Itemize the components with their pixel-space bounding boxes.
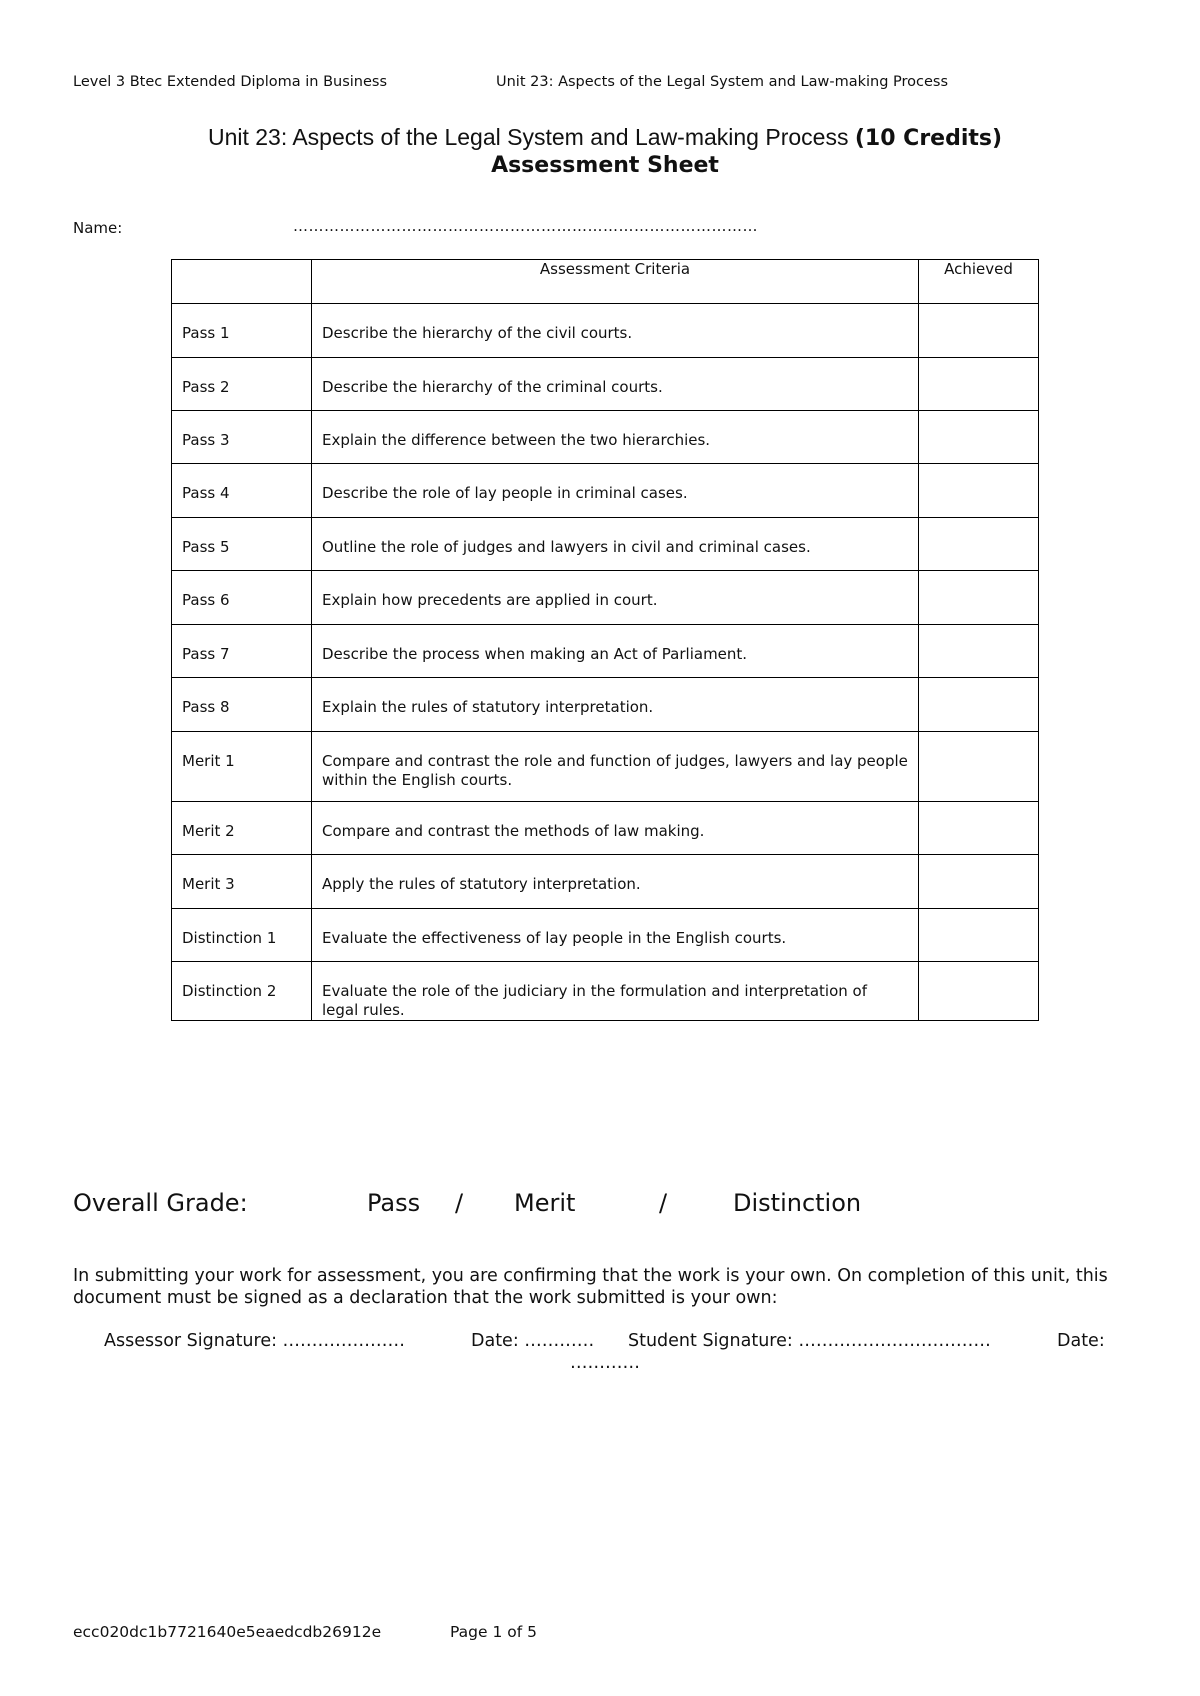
- criteria-level: [172, 909, 312, 962]
- achieved-cell[interactable]: [919, 962, 1039, 1021]
- criteria-description: [312, 909, 919, 962]
- title-credits: (10 Credits): [854, 126, 1003, 151]
- criteria-level-text: Pass 4: [182, 484, 230, 502]
- student-date-field[interactable]: …………: [570, 1353, 640, 1373]
- criteria-level-text: Merit 3: [182, 875, 235, 893]
- criteria-level-text: Pass 7: [182, 645, 230, 663]
- assessor-date-field[interactable]: Date: …………: [471, 1331, 595, 1351]
- header-criteria: Assessment Criteria: [312, 260, 919, 304]
- criteria-row: [172, 802, 1039, 855]
- criteria-level: [172, 358, 312, 411]
- achieved-cell[interactable]: [919, 625, 1039, 678]
- title-main: Unit 23: Aspects of the Legal System and Law-making Process: [207, 124, 849, 150]
- header-left: Level 3 Btec Extended Diploma in Business: [73, 74, 388, 90]
- criteria-level-text: Merit 2: [182, 822, 235, 840]
- achieved-cell[interactable]: [919, 571, 1039, 625]
- page-title: [0, 124, 1200, 151]
- header-achieved: Achieved: [919, 260, 1039, 304]
- criteria-level-text: Distinction 1: [182, 929, 277, 947]
- grade-option-pass[interactable]: Pass: [367, 1189, 421, 1217]
- criteria-description-text: Outline the role of judges and lawyers in civil and criminal cases.: [322, 538, 811, 556]
- criteria-level: [172, 518, 312, 571]
- criteria-level: [172, 802, 312, 855]
- grade-separator: /: [455, 1189, 464, 1217]
- achieved-cell[interactable]: [919, 732, 1039, 802]
- criteria-row: [172, 571, 1039, 625]
- criteria-row: [172, 411, 1039, 464]
- criteria-description: [312, 962, 919, 1021]
- criteria-description: [312, 802, 919, 855]
- criteria-description-text: Describe the role of lay people in criminal cases.: [322, 484, 688, 502]
- page-number: Page 1 of 5: [450, 1623, 537, 1641]
- criteria-level: [172, 855, 312, 909]
- declaration-text: In submitting your work for assessment, you are confirming that the work is your own. On completion of this unit, this document must be signed as a declaration that the work submitted is your own:: [73, 1266, 1108, 1308]
- criteria-row: [172, 732, 1039, 802]
- criteria-description-text: Describe the hierarchy of the civil courts.: [322, 324, 633, 342]
- criteria-description: [312, 411, 919, 464]
- criteria-description: [312, 625, 919, 678]
- criteria-row: [172, 625, 1039, 678]
- criteria-description-text: Compare and contrast the methods of law making.: [322, 822, 705, 840]
- achieved-cell[interactable]: [919, 855, 1039, 909]
- criteria-description: [312, 304, 919, 358]
- student-date-label: Date:: [1057, 1331, 1105, 1351]
- criteria-level: [172, 625, 312, 678]
- criteria-row: [172, 518, 1039, 571]
- criteria-description: [312, 732, 919, 802]
- criteria-row: [172, 678, 1039, 732]
- criteria-level-text: Pass 5: [182, 538, 230, 556]
- achieved-cell[interactable]: [919, 518, 1039, 571]
- student-signature-field[interactable]: Student Signature: ……………………………: [628, 1331, 991, 1351]
- criteria-description-text: Explain the difference between the two hierarchies.: [322, 431, 711, 449]
- criteria-description-text: Evaluate the effectiveness of lay people in the English courts.: [322, 929, 787, 947]
- name-label: Name:: [73, 219, 123, 237]
- grade-option-merit[interactable]: Merit: [514, 1189, 576, 1217]
- assessor-signature-field[interactable]: Assessor Signature: …………………: [104, 1331, 406, 1351]
- achieved-cell[interactable]: [919, 464, 1039, 518]
- name-field[interactable]: ………………………………………………………………………………: [293, 217, 758, 235]
- criteria-row: [172, 909, 1039, 962]
- criteria-row: [172, 464, 1039, 518]
- criteria-level: [172, 571, 312, 625]
- criteria-level-text: Pass 6: [182, 591, 230, 609]
- achieved-cell[interactable]: [919, 909, 1039, 962]
- criteria-level: [172, 678, 312, 732]
- criteria-description: [312, 464, 919, 518]
- criteria-description: [312, 518, 919, 571]
- criteria-level-text: Pass 2: [182, 378, 230, 396]
- criteria-description-text: Describe the hierarchy of the criminal courts.: [322, 378, 663, 396]
- criteria-description: [312, 358, 919, 411]
- criteria-description: [312, 855, 919, 909]
- criteria-level-text: Merit 1: [182, 752, 235, 770]
- criteria-description-text: Compare and contrast the role and function of judges, lawyers and lay people within the English courts.: [322, 752, 908, 789]
- criteria-description-text: Apply the rules of statutory interpretation.: [322, 875, 641, 893]
- document-code: ecc020dc1b7721640e5eaedcdb26912e: [73, 1623, 382, 1641]
- criteria-description-text: Explain the rules of statutory interpretation.: [322, 698, 654, 716]
- criteria-level-text: Pass 3: [182, 431, 230, 449]
- criteria-row: [172, 962, 1039, 1021]
- criteria-level: [172, 411, 312, 464]
- grade-option-distinction[interactable]: Distinction: [733, 1189, 862, 1217]
- page-subtitle: Assessment Sheet: [491, 153, 719, 178]
- criteria-row: [172, 358, 1039, 411]
- criteria-description-text: Describe the process when making an Act of Parliament.: [322, 645, 748, 663]
- criteria-table: [171, 259, 1039, 1021]
- header-right: Unit 23: Aspects of the Legal System and Law-making Process: [496, 74, 949, 90]
- achieved-cell[interactable]: [919, 678, 1039, 732]
- criteria-description: [312, 678, 919, 732]
- criteria-level-text: Pass 1: [182, 324, 230, 342]
- criteria-level-text: Pass 8: [182, 698, 230, 716]
- criteria-row: [172, 855, 1039, 909]
- criteria-level-text: Distinction 2: [182, 982, 277, 1000]
- achieved-cell[interactable]: [919, 358, 1039, 411]
- achieved-cell[interactable]: [919, 802, 1039, 855]
- criteria-level: [172, 304, 312, 358]
- criteria-description-text: Evaluate the role of the judiciary in the formulation and interpretation of legal rules.: [322, 982, 867, 1019]
- criteria-row: [172, 304, 1039, 358]
- criteria-description: [312, 571, 919, 625]
- criteria-level: [172, 464, 312, 518]
- grade-separator: /: [659, 1189, 668, 1217]
- header-empty-cell: [172, 260, 312, 304]
- achieved-cell[interactable]: [919, 304, 1039, 358]
- criteria-level: [172, 732, 312, 802]
- achieved-cell[interactable]: [919, 411, 1039, 464]
- criteria-level: [172, 962, 312, 1021]
- table-header-row: [172, 260, 1039, 304]
- criteria-description-text: Explain how precedents are applied in court.: [322, 591, 658, 609]
- overall-grade-label: Overall Grade:: [73, 1189, 248, 1217]
